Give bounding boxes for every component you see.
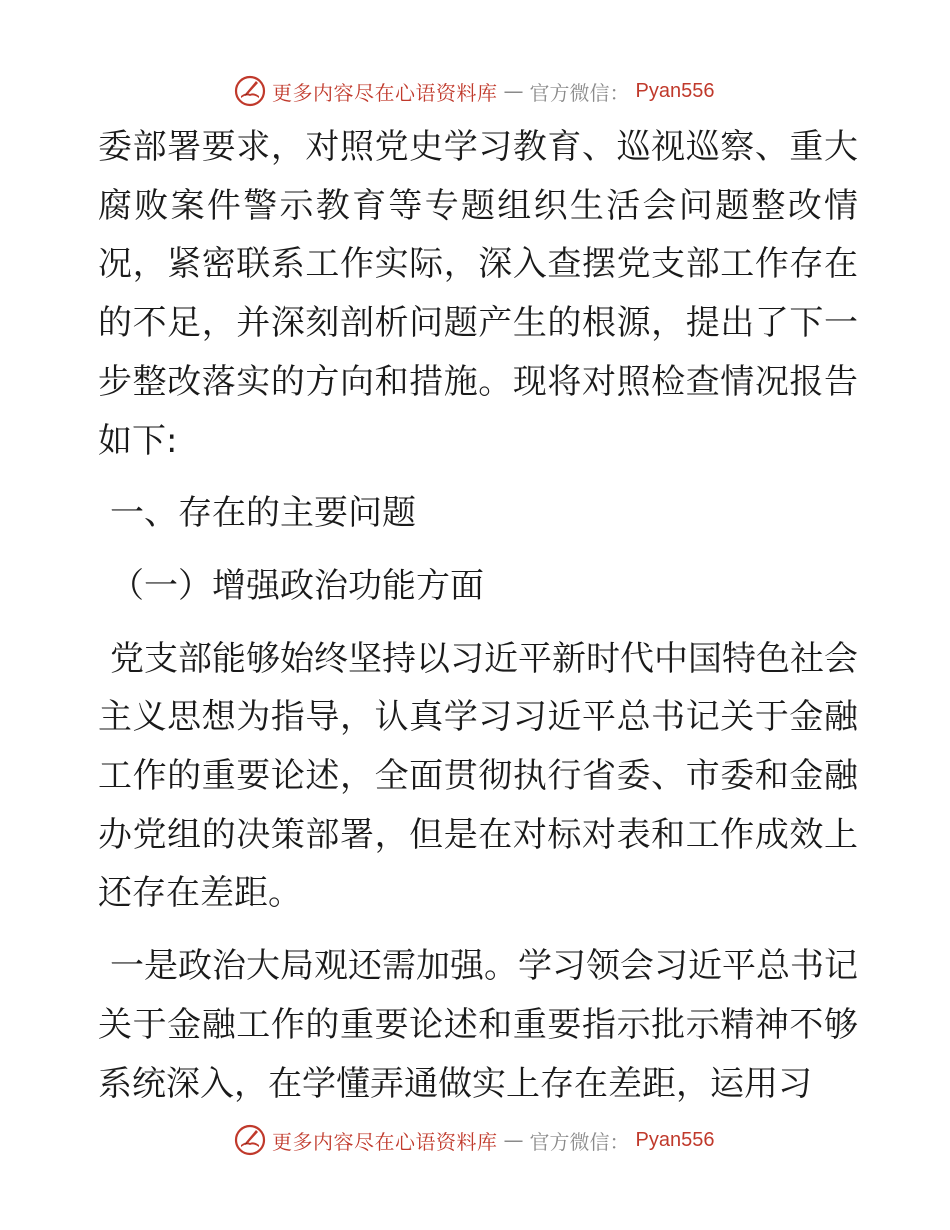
watermark-dash: — [503, 1128, 524, 1152]
paragraph: 委部署要求，对照党史学习教育、巡视巡察、重大腐败案件警示教育等专题组织生活会问题整改情况，紧密联系工作实际，深入查摆党支部工作存在的不足，并深刻剖析问题产生的根源，提出了下一步整改落实的方向和措施。现将对照检查情况报告如下: [98, 127, 858, 461]
watermark-wechat-label: 官方微信： [529, 1129, 630, 1154]
watermark-dash: — [503, 79, 524, 103]
quill-book-logo-icon [234, 1124, 266, 1156]
quill-book-logo-icon [234, 75, 266, 107]
watermark-wechat-id: Pyan556 [635, 79, 715, 102]
paragraph: 党支部能够始终坚持以习近平新时代中国特色社会主义思想为指导，认真学习习近平总书记关于金融工作的重要论述，全面贯彻执行省委、市委和金融办党组的决策部署，但是在对标对表和工作成效上还存在差距。 [98, 638, 858, 914]
footer-watermark [234, 1123, 714, 1157]
header-watermark [234, 74, 714, 108]
watermark-wechat-label: 官方微信： [529, 80, 630, 105]
paragraph: 一是政治大局观还需加强。学习领会习近平总书记关于金融工作的重要论述和重要指示批示精神不够系统深入，在学懂弄通做实上存在差距，运用习 [98, 946, 858, 1104]
subsection-heading: （一）增强政治功能方面 [110, 565, 484, 606]
watermark-wechat-id: Pyan556 [635, 1128, 715, 1151]
section-heading: 一、存在的主要问题 [110, 493, 416, 534]
watermark-text: 更多内容尽在心语资料库 [272, 1129, 498, 1154]
document-body [98, 118, 858, 1113]
watermark-text: 更多内容尽在心语资料库 [272, 80, 498, 105]
